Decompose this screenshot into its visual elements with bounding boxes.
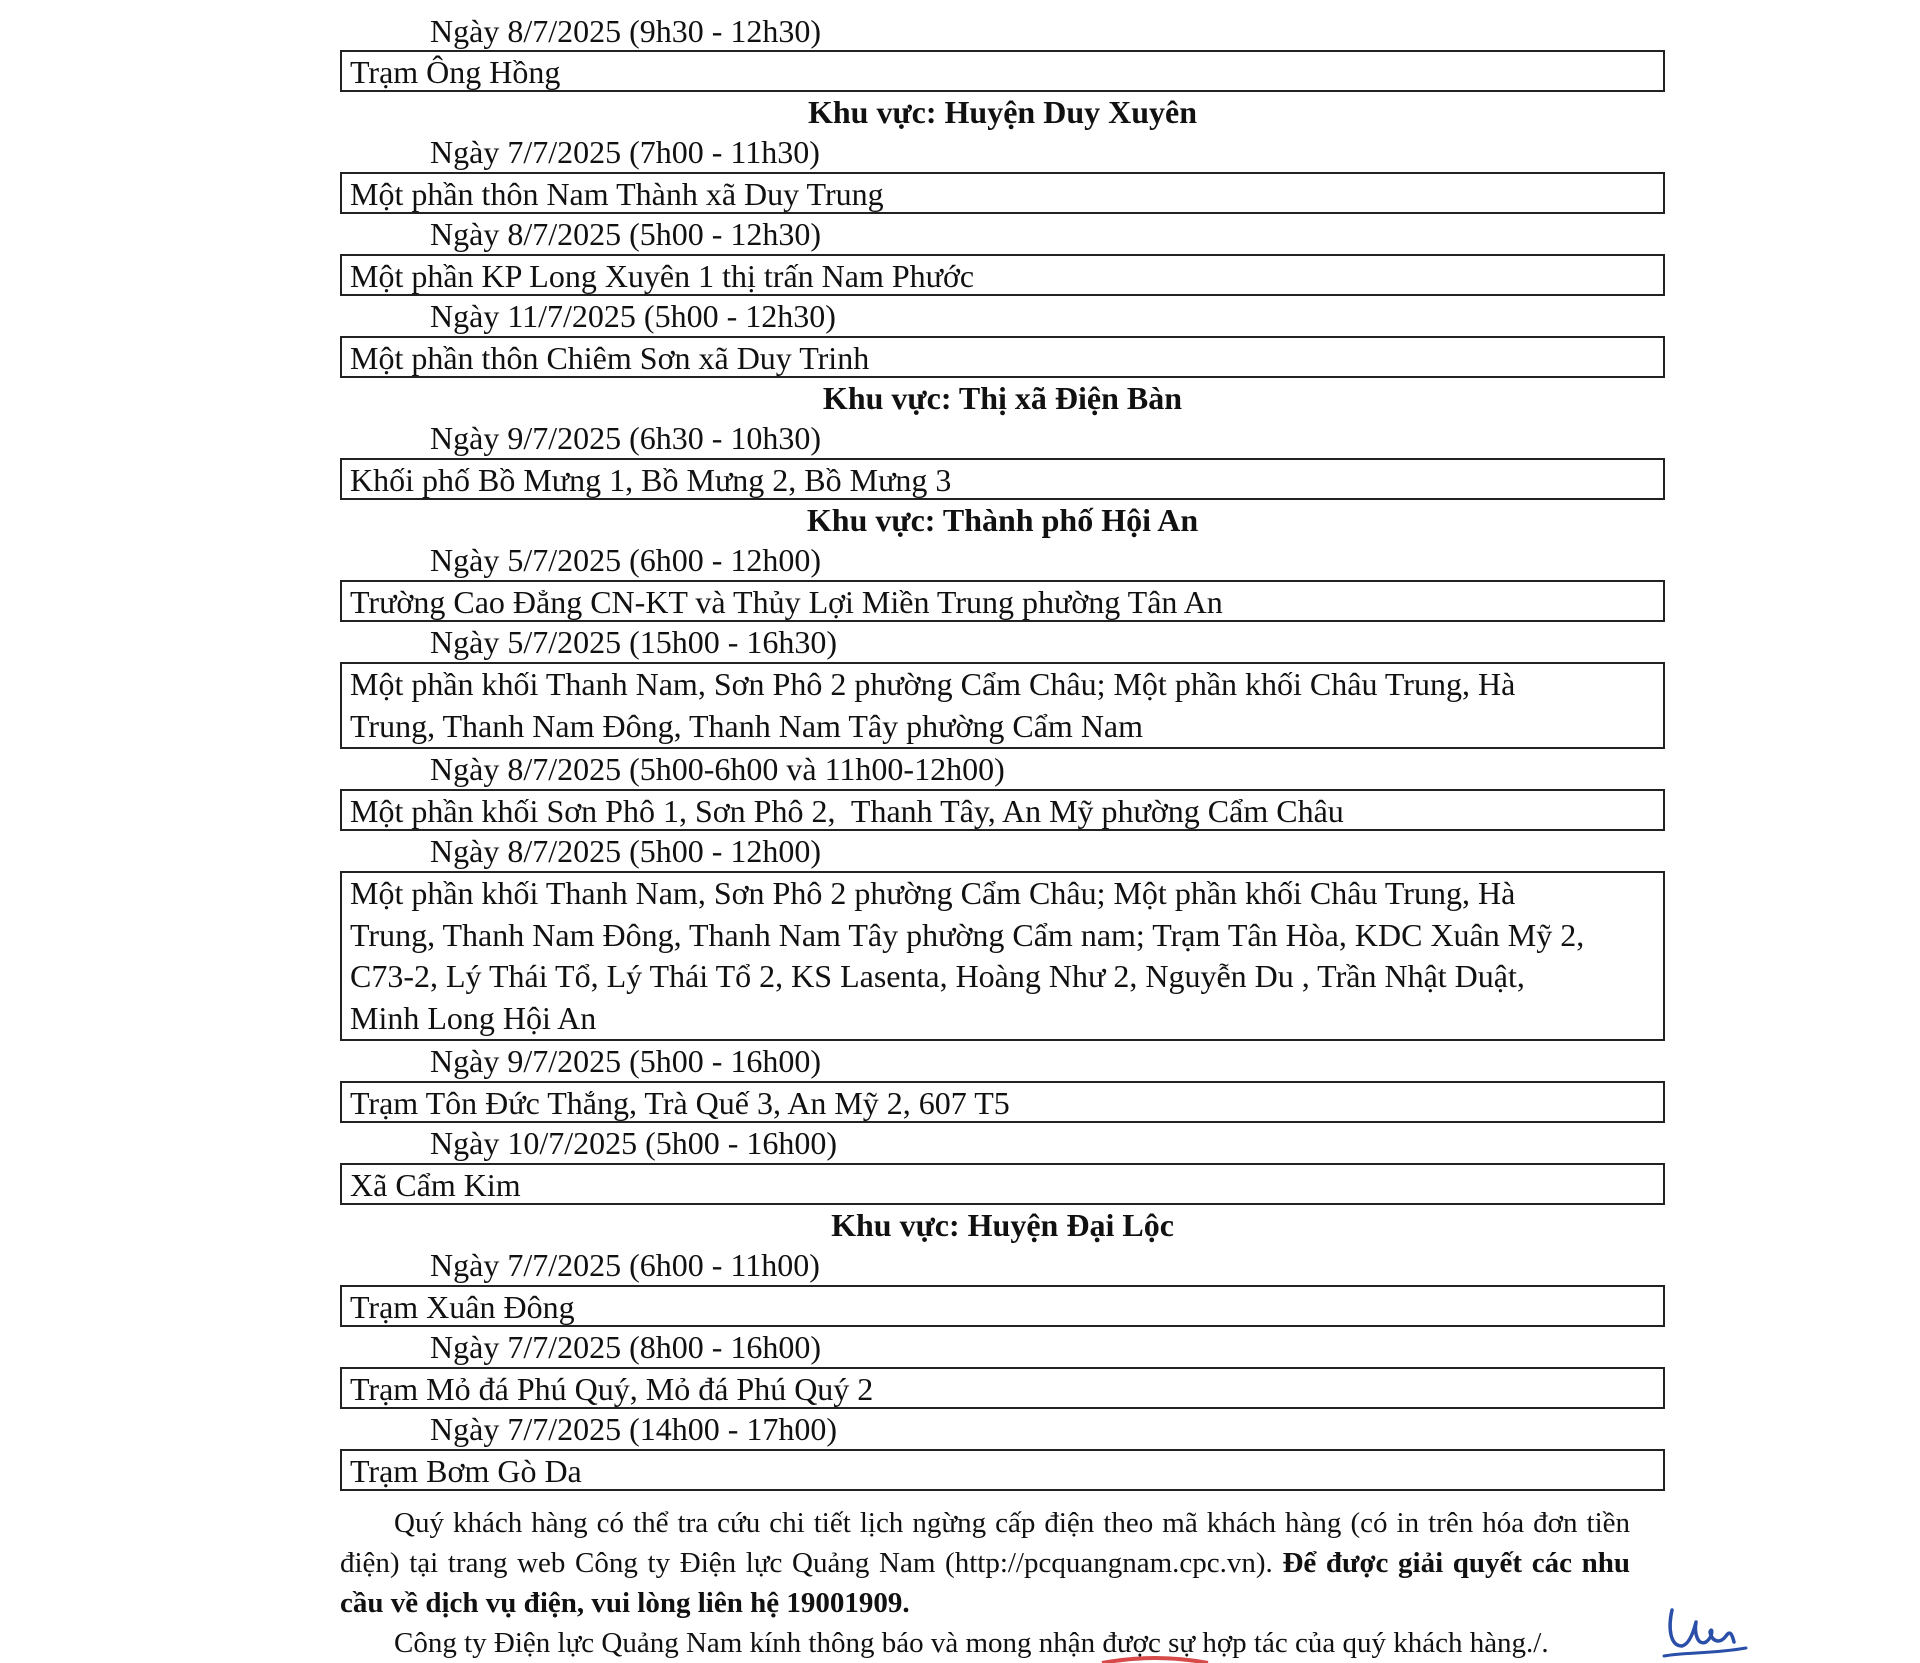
closing-paragraph: Công ty Điện lực Quảng Nam kính thông báo và mong nhận được sự hợp tác của quý khách hàng./. [394, 1627, 1549, 1659]
area-heading: Khu vực: Huyện Duy Xuyên [807, 94, 1198, 130]
schedule-date: Ngày 8/7/2025 (5h00 - 12h00) [430, 833, 822, 869]
location-line: Xã Cẩm Kim [350, 1167, 521, 1203]
location-box [340, 254, 1665, 296]
location-line: C73-2, Lý Thái Tổ, Lý Thái Tổ 2, KS Lasenta, Hoàng Như 2, Nguyễn Du , Trần Nhật Duật, [350, 958, 1525, 994]
outage-schedule-document [340, 0, 1665, 1491]
location-line: Khối phố Bồ Mưng 1, Bồ Mưng 2, Bồ Mưng 3 [350, 462, 952, 498]
location-line: Trạm Bơm Gò Da [350, 1453, 582, 1489]
location-box [340, 1367, 1665, 1409]
stamp-arc [1102, 1658, 1208, 1663]
location-line: Một phần thôn Chiêm Sơn xã Duy Trinh [350, 340, 870, 376]
schedule-date: Ngày 9/7/2025 (5h00 - 16h00) [430, 1043, 822, 1079]
hotline-text: Để được giải quyết các nhu cầu về dịch vụ điện, vui lòng liên hệ 19001909. [340, 1547, 1630, 1619]
location-line: Trạm Tôn Đức Thắng, Trà Quế 3, An Mỹ 2, 607 T5 [350, 1085, 1010, 1121]
location-line: Trung, Thanh Nam Đông, Thanh Nam Tây phường Cẩm nam; Trạm Tân Hòa, KDC Xuân Mỹ 2, [350, 916, 1585, 953]
schedule-date: Ngày 5/7/2025 (6h00 - 12h00) [430, 542, 822, 578]
location-box [340, 172, 1665, 214]
location-line: Trạm Mỏ đá Phú Quý, Mỏ đá Phú Quý 2 [350, 1371, 874, 1407]
schedule-section [340, 92, 1665, 378]
area-heading: Khu vực: Thành phố Hội An [806, 502, 1199, 538]
location-line: Trạm Xuân Đông [350, 1289, 575, 1325]
location-line: Trường Cao Đẳng CN-KT và Thủy Lợi Miền Trung phường Tân An [350, 584, 1223, 620]
schedule-section [340, 500, 1665, 1205]
schedule-section [340, 378, 1665, 500]
schedule-date: Ngày 9/7/2025 (6h30 - 10h30) [430, 420, 822, 456]
schedule-date: Ngày 8/7/2025 (5h00 - 12h30) [430, 216, 822, 252]
location-line: Một phần thôn Nam Thành xã Duy Trung [350, 176, 884, 212]
location-box [340, 1449, 1665, 1491]
location-line: Trạm Ông Hồng [350, 54, 561, 90]
location-box [340, 1081, 1665, 1123]
schedule-date: Ngày 10/7/2025 (5h00 - 16h00) [430, 1125, 838, 1161]
signature-stroke [1670, 1610, 1734, 1646]
location-line: Minh Long Hội An [350, 999, 597, 1036]
signature-mark [1660, 1598, 1750, 1663]
location-box [340, 662, 1665, 749]
schedule-section [340, 1205, 1665, 1491]
area-heading: Khu vực: Thị xã Điện Bàn [822, 380, 1183, 416]
location-box [340, 580, 1665, 622]
location-box [340, 1285, 1665, 1327]
location-box [340, 458, 1665, 500]
location-line: Trung, Thanh Nam Đông, Thanh Nam Tây phường Cẩm Nam [350, 707, 1144, 744]
location-box [340, 789, 1665, 831]
schedule-date: Ngày 8/7/2025 (5h00-6h00 và 11h00-12h00) [430, 751, 1005, 787]
location-box [340, 871, 1665, 1041]
area-heading: Khu vực: Huyện Đại Lộc [831, 1207, 1174, 1243]
lookup-paragraph [340, 1503, 1630, 1623]
signature-underline [1664, 1648, 1746, 1656]
stamp-edge [1100, 1655, 1210, 1663]
lookup-text: Quý khách hàng có thể tra cứu chi tiết lịch ngừng cấp điện theo mã khách hàng (có in trên hóa đơn tiền điện) tại trang web Công ty Điện lực Quảng Nam (http://pcquangnam.cpc.vn). [340, 1507, 1630, 1579]
location-line: Một phần khối Thanh Nam, Sơn Phô 2 phường Cẩm Châu; Một phần khối Châu Trung, Hà [350, 875, 1516, 911]
location-box [340, 1163, 1665, 1205]
schedule-date: Ngày 7/7/2025 (7h00 - 11h30) [430, 134, 820, 170]
location-line: Một phần khối Sơn Phô 1, Sơn Phô 2, Thanh Tây, An Mỹ phường Cẩm Châu [350, 793, 1344, 829]
location-box [340, 50, 1665, 92]
schedule-date: Ngày 8/7/2025 (9h30 - 12h30) [430, 13, 822, 49]
schedule-date: Ngày 11/7/2025 (5h00 - 12h30) [430, 298, 836, 334]
schedule-section [340, 0, 1665, 92]
schedule-date: Ngày 7/7/2025 (8h00 - 16h00) [430, 1329, 822, 1365]
schedule-date: Ngày 7/7/2025 (6h00 - 11h00) [430, 1247, 820, 1283]
schedule-date: Ngày 7/7/2025 (14h00 - 17h00) [430, 1411, 838, 1447]
location-line: Một phần khối Thanh Nam, Sơn Phô 2 phường Cẩm Châu; Một phần khối Châu Trung, Hà [350, 666, 1516, 702]
location-box [340, 336, 1665, 378]
location-line: Một phần KP Long Xuyên 1 thị trấn Nam Phước [350, 258, 975, 294]
schedule-date: Ngày 5/7/2025 (15h00 - 16h30) [430, 624, 838, 660]
footer-notice [340, 1503, 1630, 1663]
